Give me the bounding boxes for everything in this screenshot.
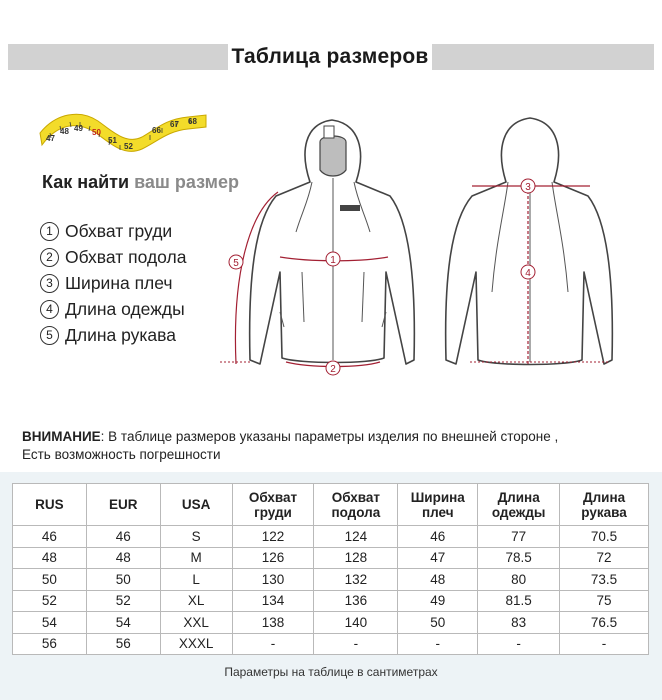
table-row bbox=[13, 612, 649, 634]
legend-item bbox=[40, 296, 186, 322]
marker-2: 2 bbox=[330, 364, 336, 375]
size-table bbox=[12, 483, 649, 655]
howto-part1: Как найти bbox=[42, 172, 130, 192]
table-cell: 50 bbox=[398, 612, 478, 634]
table-cell: 128 bbox=[314, 547, 398, 569]
tape-number: 66 bbox=[152, 126, 161, 135]
table-cell: 77 bbox=[478, 526, 560, 548]
table-cell: 46 bbox=[86, 526, 160, 548]
table-cell: 122 bbox=[232, 526, 314, 548]
table-cell: XXL bbox=[160, 612, 232, 634]
warning-note bbox=[22, 428, 652, 464]
table-cell: 76.5 bbox=[560, 612, 649, 634]
col-length: Длина одежды bbox=[478, 484, 560, 526]
table-cell: 48 bbox=[398, 569, 478, 591]
table-cell: 134 bbox=[232, 590, 314, 612]
marker-1: 1 bbox=[330, 255, 336, 266]
table-row bbox=[13, 590, 649, 612]
table-cell: - bbox=[398, 633, 478, 655]
tape-number: 68 bbox=[188, 117, 197, 126]
col-eur: EUR bbox=[86, 484, 160, 526]
page-title: Таблица размеров bbox=[231, 45, 429, 68]
table-cell: 81.5 bbox=[478, 590, 560, 612]
measuring-tape-icon bbox=[38, 105, 208, 165]
table-cell: - bbox=[478, 633, 560, 655]
legend-number: 5 bbox=[40, 326, 59, 345]
legend-label: Длина одежды bbox=[65, 298, 185, 319]
size-table-area bbox=[0, 472, 662, 700]
table-cell: 56 bbox=[86, 633, 160, 655]
tape-number: 67 bbox=[170, 120, 179, 129]
table-cell: 138 bbox=[232, 612, 314, 634]
table-row bbox=[13, 569, 649, 591]
table-cell: 52 bbox=[86, 590, 160, 612]
col-sleeve: Длина рукава bbox=[560, 484, 649, 526]
table-header-row bbox=[13, 484, 649, 526]
table-cell: 54 bbox=[13, 612, 87, 634]
table-cell: 130 bbox=[232, 569, 314, 591]
table-cell: 78.5 bbox=[478, 547, 560, 569]
table-cell: 50 bbox=[86, 569, 160, 591]
legend-label: Длина рукава bbox=[65, 324, 176, 345]
table-cell: 132 bbox=[314, 569, 398, 591]
table-cell: 46 bbox=[398, 526, 478, 548]
legend-number: 1 bbox=[40, 222, 59, 241]
legend-item bbox=[40, 244, 186, 270]
tape-number: 51 bbox=[108, 136, 117, 145]
col-usa: USA bbox=[160, 484, 232, 526]
table-cell: 75 bbox=[560, 590, 649, 612]
table-cell: 136 bbox=[314, 590, 398, 612]
tape-number: 50 bbox=[92, 128, 101, 137]
warning-text: : В таблице размеров указаны параметры изделия по внешней стороне , bbox=[100, 429, 559, 444]
table-cell: 50 bbox=[13, 569, 87, 591]
table-cell: 56 bbox=[13, 633, 87, 655]
tape-number: 49 bbox=[74, 124, 83, 133]
table-cell: 46 bbox=[13, 526, 87, 548]
table-cell: 72 bbox=[560, 547, 649, 569]
marker-3: 3 bbox=[525, 182, 531, 193]
table-cell: L bbox=[160, 569, 232, 591]
table-cell: S bbox=[160, 526, 232, 548]
title-box bbox=[228, 40, 432, 74]
table-cell: - bbox=[232, 633, 314, 655]
tape-number: 52 bbox=[124, 142, 133, 151]
legend-label: Обхват подола bbox=[65, 246, 187, 267]
table-cell: - bbox=[560, 633, 649, 655]
table-row bbox=[13, 547, 649, 569]
legend-number: 4 bbox=[40, 300, 59, 319]
table-cell: 124 bbox=[314, 526, 398, 548]
howto-part2: ваш размер bbox=[134, 172, 239, 192]
table-footnote: Параметры на таблице в сантиметрах bbox=[224, 665, 438, 679]
table-cell: 49 bbox=[398, 590, 478, 612]
table-cell: 126 bbox=[232, 547, 314, 569]
table-cell: 47 bbox=[398, 547, 478, 569]
table-cell: XXXL bbox=[160, 633, 232, 655]
warning-line2: Есть возможность погрешности bbox=[22, 447, 221, 462]
table-cell: 48 bbox=[13, 547, 87, 569]
legend-number: 2 bbox=[40, 248, 59, 267]
table-cell: 83 bbox=[478, 612, 560, 634]
tape-number: 48 bbox=[60, 127, 69, 136]
table-cell: 80 bbox=[478, 569, 560, 591]
col-hem: Обхват подола bbox=[314, 484, 398, 526]
legend-label: Ширина плеч bbox=[65, 272, 173, 293]
col-rus: RUS bbox=[13, 484, 87, 526]
table-cell: 140 bbox=[314, 612, 398, 634]
warning-label: ВНИМАНИЕ bbox=[22, 429, 101, 444]
table-row bbox=[13, 633, 649, 655]
table-cell: M bbox=[160, 547, 232, 569]
howto-heading bbox=[42, 172, 239, 193]
legend-label: Обхват груди bbox=[65, 220, 173, 241]
jacket-diagram bbox=[220, 112, 640, 387]
legend-item bbox=[40, 218, 186, 244]
table-cell: 70.5 bbox=[560, 526, 649, 548]
col-chest: Обхват груди bbox=[232, 484, 314, 526]
table-row bbox=[13, 526, 649, 548]
legend-number: 3 bbox=[40, 274, 59, 293]
marker-5: 5 bbox=[233, 258, 239, 269]
measurement-legend bbox=[40, 218, 186, 348]
tape-number: 47 bbox=[46, 134, 55, 143]
marker-4: 4 bbox=[525, 268, 531, 279]
table-cell: 48 bbox=[86, 547, 160, 569]
legend-item bbox=[40, 322, 186, 348]
table-cell: - bbox=[314, 633, 398, 655]
col-shoulders: Ширина плеч bbox=[398, 484, 478, 526]
table-cell: XL bbox=[160, 590, 232, 612]
legend-item bbox=[40, 270, 186, 296]
table-cell: 54 bbox=[86, 612, 160, 634]
back-jacket-body bbox=[446, 118, 613, 365]
table-cell: 52 bbox=[13, 590, 87, 612]
table-cell: 73.5 bbox=[560, 569, 649, 591]
